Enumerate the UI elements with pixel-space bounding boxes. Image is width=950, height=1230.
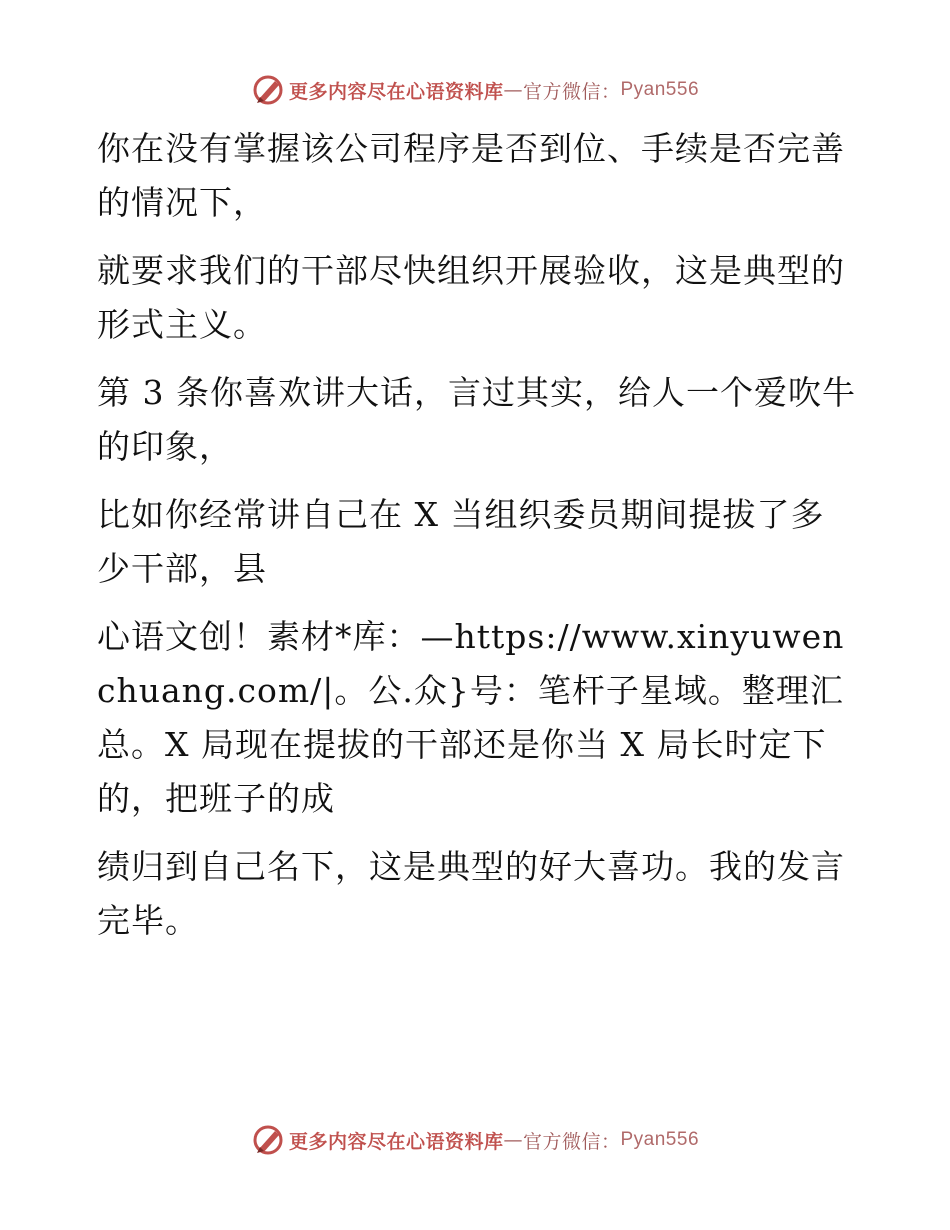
watermark-brand: 更多内容尽在心语资料库 [288,1130,504,1153]
watermark-account: Pyan556 [620,1129,700,1150]
footer-watermark [0,1120,950,1160]
pen-seal-icon [251,73,285,107]
watermark-separator: — [503,1129,523,1151]
paragraph-3: 第 3 条你喜欢讲大话，言过其实，给人一个爱吹牛的印象， [97,373,856,466]
watermark-brand: 更多内容尽在心语资料库 [288,80,504,103]
watermark-account: Pyan556 [620,79,700,100]
paragraph-1: 你在没有掌握该公司程序是否到位、手续是否完善的情况下， [97,129,845,222]
pen-seal-icon [251,1123,285,1157]
paragraph-4: 比如你经常讲自己在 X 当组织委员期间提拔了多少干部，县 [97,495,825,588]
watermark-separator: — [503,79,523,101]
paragraph-2: 就要求我们的干部尽快组织开展验收，这是典型的形式主义。 [97,251,845,344]
document-body [97,122,857,962]
header-watermark [0,70,950,110]
watermark-label: 官方微信： [522,1130,621,1153]
watermark-label: 官方微信： [522,80,621,103]
paragraph-5: 心语文创！素材*库：—https://www.xinyuwenchuang.com/|。公.众}号：笔杆子星域。整理汇总。X 局现在提拔的干部还是你当 X 局长时定下的，把班子的成 [97,617,845,818]
paragraph-6: 绩归到自己名下，这是典型的好大喜功。我的发言完毕。 [97,847,845,940]
